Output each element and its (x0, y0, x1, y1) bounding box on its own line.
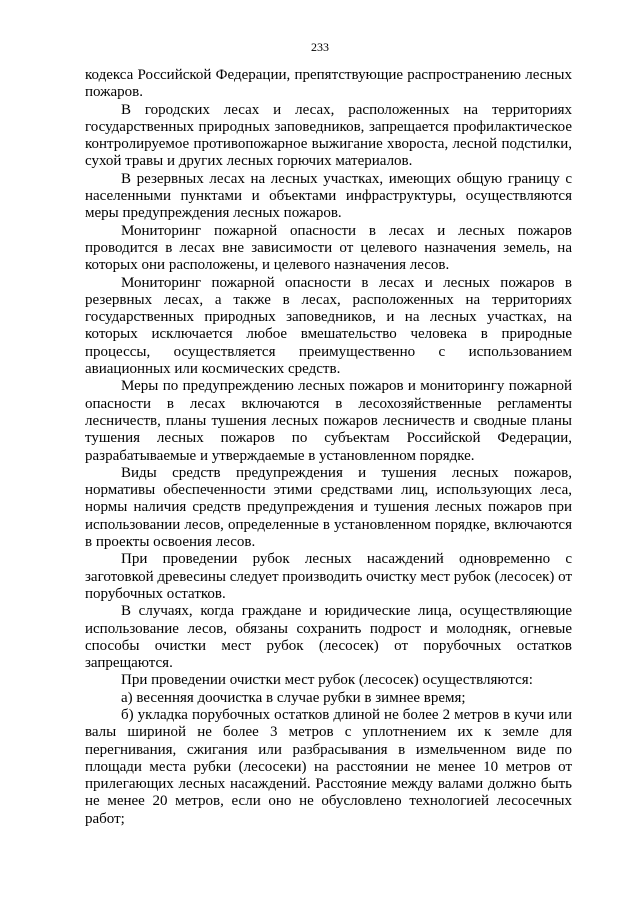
list-item: а) весенняя доочистка в случае рубки в зимнее время; (121, 689, 466, 706)
list-item: б) укладка порубочных остатков длиной не более 2 метров в кучи или валы шириной не более 3 метров с уплотнением их к земле для перегнивания, сжигания или разбрасывания в измельченном виде по площади места рубки (лесосеки) на расстоянии не менее 10 метров от прилегающих лесных насаждений. Расстояние между валами должно быть не менее 20 метров, если оно не обусловлено технологией лесосечных работ; (85, 706, 572, 827)
paragraph: При проведении очистки мест рубок (лесосек) осуществляются: (121, 672, 533, 689)
paragraph: В городских лесах и лесах, расположенных на территориях государственных природных заповедников, запрещается профилактическое контролируемое противопожарное выжигание хвороста, лесной подстилки, сухой травы и других лесных горючих материалов. (85, 101, 572, 170)
paragraph: Мониторинг пожарной опасности в лесах и лесных пожаров в резервных лесах, а также в лесах, расположенных на территориях государственных природных заповедников, и на лесных участках, на которых исключается любое вмешательство человека в природные процессы, осуществляется преимущественно с использованием авиационных или космических средств. (85, 274, 572, 378)
paragraph: В резервных лесах на лесных участках, имеющих общую границу с населенными пунктами и объектами инфраструктуры, осуществляются меры предупреждения лесных пожаров. (85, 170, 572, 222)
paragraph: Мониторинг пожарной опасности в лесах и лесных пожаров проводится в лесах вне зависимости от целевого назначения земель, на которых они расположены, и целевого назначения лесов. (85, 222, 572, 274)
paragraph: Меры по предупреждению лесных пожаров и мониторингу пожарной опасности в лесах включаются в лесохозяйственные регламенты лесничеств, планы тушения лесных пожаров лесничеств и сводные планы тушения лесных пожаров по субъектам Российской Федерации, разрабатываемые и утверждаемые в установленном порядке. (85, 378, 572, 464)
paragraph: кодекса Российской Федерации, препятствующие распространению лесных пожаров. (85, 67, 572, 101)
page-number: 233 (311, 40, 329, 54)
body-text (85, 67, 572, 828)
paragraph: Виды средств предупреждения и тушения лесных пожаров, нормативы обеспеченности этими средствами лиц, использующих леса, нормы наличия средств предупреждения и тушения лесных пожаров при использовании лесов, определенные в установленном порядке, включаются в проекты освоения лесов. (85, 464, 572, 551)
paragraph: В случаях, когда граждане и юридические лица, осуществляющие использование лесов, обязаны сохранить подрост и молодняк, огневые способы очистки мест рубок (лесосек) от порубочных остатков запрещаются. (85, 603, 572, 672)
paragraph: При проведении рубок лесных насаждений одновременно с заготовкой древесины следует производить очистку мест рубок (лесосек) от порубочных остатков. (85, 551, 573, 602)
